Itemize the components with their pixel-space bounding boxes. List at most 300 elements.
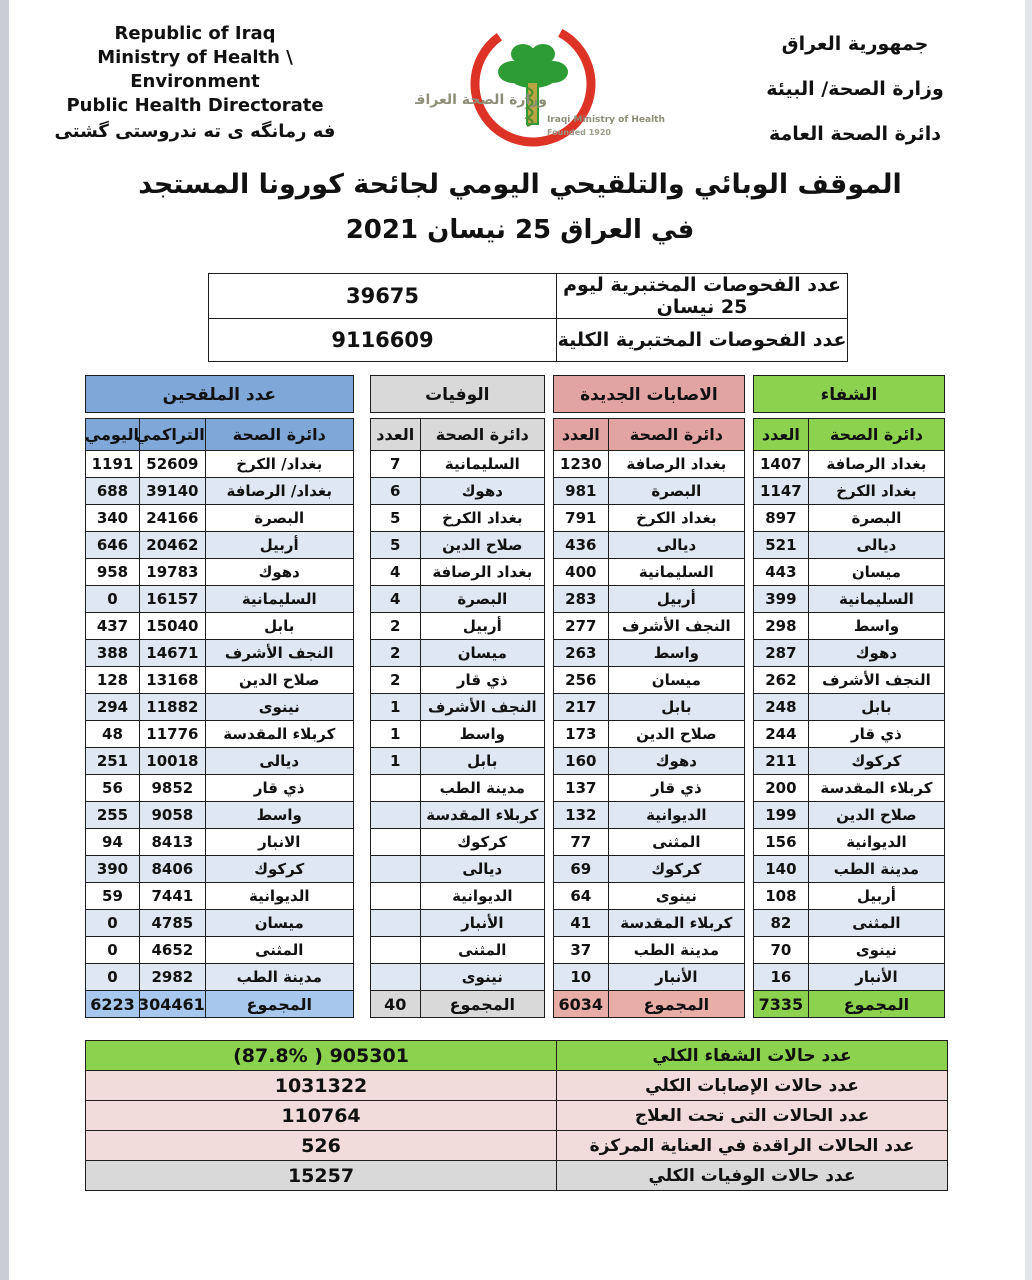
table-row xyxy=(553,910,744,937)
count-cell: 2 xyxy=(370,613,420,640)
table-row xyxy=(553,721,744,748)
count-cell: 200 xyxy=(753,775,808,802)
table-row xyxy=(553,829,744,856)
count-cell: 646 xyxy=(86,532,140,559)
table-row xyxy=(86,775,354,802)
table-row xyxy=(86,721,354,748)
count-cell: 283 xyxy=(553,586,608,613)
count-cell: 9058 xyxy=(139,802,205,829)
province-cell: أربيل xyxy=(608,586,744,613)
province-cell: كربلاء المقدسة xyxy=(420,802,544,829)
count-cell: 263 xyxy=(553,640,608,667)
table-row xyxy=(209,319,848,362)
count-cell: 248 xyxy=(753,694,808,721)
province-cell: دهوك xyxy=(808,640,944,667)
count-cell: 399 xyxy=(753,586,808,613)
table-row xyxy=(370,559,544,586)
province-cell: ذي قار xyxy=(205,775,353,802)
table-row xyxy=(86,964,354,991)
report-title-line1: الموقف الوبائي والتلقيحي اليومي لجائحة كورونا المستجد xyxy=(138,169,902,200)
province-cell: الأنبار xyxy=(608,964,744,991)
table-row xyxy=(370,937,544,964)
column-header-row xyxy=(86,419,354,451)
table-row xyxy=(753,829,944,856)
count-cell: 287 xyxy=(753,640,808,667)
count-cell: 981 xyxy=(553,478,608,505)
province-cell: واسط xyxy=(808,613,944,640)
count-cell: 4 xyxy=(370,586,420,613)
province-cell: واسط xyxy=(205,802,353,829)
count-cell: 0 xyxy=(86,964,140,991)
header-english-block xyxy=(30,14,360,157)
count-cell: 1 xyxy=(370,748,420,775)
table-row xyxy=(86,1131,948,1161)
province-cell: ديالى xyxy=(420,856,544,883)
province-cell: كركوك xyxy=(608,856,744,883)
count-cell: 2 xyxy=(370,667,420,694)
table-row xyxy=(370,478,544,505)
header-english-line: Public Health Directorate xyxy=(66,95,324,116)
count-cell: 69 xyxy=(553,856,608,883)
count-cell: 304461 xyxy=(139,991,205,1018)
count-cell: 958 xyxy=(86,559,140,586)
summary-label-cell: عدد حالات الشفاء الكلي xyxy=(557,1041,948,1071)
province-cell: ميسان xyxy=(205,910,353,937)
count-cell: 11776 xyxy=(139,721,205,748)
count-cell: 15040 xyxy=(139,613,205,640)
count-cell: 5 xyxy=(370,532,420,559)
total-row xyxy=(86,991,354,1018)
column-header-row xyxy=(553,419,744,451)
province-cell: الديوانية xyxy=(808,829,944,856)
logo-arabic-text: وزارة الصحة العراقية xyxy=(415,92,547,108)
table-row xyxy=(753,559,944,586)
table-row xyxy=(553,478,744,505)
province-cell: ديالى xyxy=(808,532,944,559)
province-cell: ديالى xyxy=(608,532,744,559)
count-cell: 6034 xyxy=(553,991,608,1018)
column-header-row xyxy=(370,419,544,451)
table-row xyxy=(370,829,544,856)
count-cell: 0 xyxy=(86,937,140,964)
table-row xyxy=(753,775,944,802)
table-row xyxy=(753,586,944,613)
province-cell: النجف الأشرف xyxy=(420,694,544,721)
province-cell: بغداد الرصافة xyxy=(808,451,944,478)
province-cell: بغداد/ الكرخ xyxy=(205,451,353,478)
province-cell: السليمانية xyxy=(420,451,544,478)
recovery-table xyxy=(753,375,945,1018)
count-cell: 217 xyxy=(553,694,608,721)
table-row xyxy=(209,274,848,319)
count-cell: 10 xyxy=(553,964,608,991)
header xyxy=(20,14,1020,157)
province-cell: كركوك xyxy=(205,856,353,883)
header-english-line: Ministry of Health \ Environment xyxy=(97,47,293,92)
province-cell: كربلاء المقدسة xyxy=(608,910,744,937)
count-cell: 436 xyxy=(553,532,608,559)
table-row xyxy=(553,694,744,721)
table-row xyxy=(753,532,944,559)
vaccinated-table-title: عدد الملقحين xyxy=(85,375,354,413)
province-cell: ميسان xyxy=(420,640,544,667)
photo-left-edge xyxy=(0,0,9,1280)
table-row xyxy=(553,883,744,910)
province-cell: أربيل xyxy=(808,883,944,910)
test-label-cell: عدد الفحوصات المختبرية ليوم 25 نيسان xyxy=(557,274,848,319)
table-row xyxy=(753,478,944,505)
count-cell: 1147 xyxy=(753,478,808,505)
count-cell: 160 xyxy=(553,748,608,775)
province-cell: النجف الأشرف xyxy=(608,613,744,640)
province-cell: السليمانية xyxy=(205,586,353,613)
province-cell: بغداد الرصافة xyxy=(608,451,744,478)
table-row xyxy=(86,451,354,478)
count-cell: 262 xyxy=(753,667,808,694)
table-row xyxy=(370,883,544,910)
province-cell: واسط xyxy=(608,640,744,667)
count-cell: 56 xyxy=(86,775,140,802)
province-cell: نينوى xyxy=(808,937,944,964)
count-cell: 2 xyxy=(370,640,420,667)
table-row xyxy=(370,532,544,559)
table-row xyxy=(753,856,944,883)
governorate-tables xyxy=(85,375,945,1018)
table-row xyxy=(753,451,944,478)
province-cell: صلاح الدين xyxy=(608,721,744,748)
table-row xyxy=(553,559,744,586)
count-cell: 16157 xyxy=(139,586,205,613)
province-cell: ذي قار xyxy=(808,721,944,748)
count-cell: 443 xyxy=(753,559,808,586)
province-cell: النجف الأشرف xyxy=(205,640,353,667)
table-row xyxy=(370,775,544,802)
column-header-row xyxy=(753,419,944,451)
table-row xyxy=(753,883,944,910)
count-cell: 1 xyxy=(370,721,420,748)
total-row xyxy=(753,991,944,1018)
table-row xyxy=(370,451,544,478)
table-row xyxy=(753,505,944,532)
new-infections-table-title: الاصابات الجديدة xyxy=(553,375,745,413)
table-row xyxy=(753,613,944,640)
province-cell: بغداد الكرخ xyxy=(420,505,544,532)
count-cell: 251 xyxy=(86,748,140,775)
table-row xyxy=(86,856,354,883)
province-cell: مدينة الطب xyxy=(608,937,744,964)
province-cell: دهوك xyxy=(608,748,744,775)
province-cell: بغداد الكرخ xyxy=(808,478,944,505)
count-cell: 255 xyxy=(86,802,140,829)
table-row xyxy=(553,856,744,883)
table-row xyxy=(86,748,354,775)
province-cell: بغداد/ الرصافة xyxy=(205,478,353,505)
count-cell: 9852 xyxy=(139,775,205,802)
count-cell: 64 xyxy=(553,883,608,910)
count-cell: 128 xyxy=(86,667,140,694)
count-cell: 13168 xyxy=(139,667,205,694)
table-row xyxy=(553,640,744,667)
count-cell: 340 xyxy=(86,505,140,532)
count-cell: 4785 xyxy=(139,910,205,937)
column-header: التراكمي xyxy=(139,419,205,451)
table-row xyxy=(370,586,544,613)
table-row xyxy=(370,613,544,640)
province-cell: بابل xyxy=(205,613,353,640)
column-header: دائرة الصحة xyxy=(808,419,944,451)
table-row xyxy=(553,667,744,694)
province-cell: المثنى xyxy=(420,937,544,964)
count-cell xyxy=(370,883,420,910)
province-cell: كربلاء المقدسة xyxy=(205,721,353,748)
table-row xyxy=(553,586,744,613)
count-cell: 388 xyxy=(86,640,140,667)
count-cell: 4 xyxy=(370,559,420,586)
column-header: دائرة الصحة xyxy=(205,419,353,451)
count-cell: 10018 xyxy=(139,748,205,775)
count-cell xyxy=(370,937,420,964)
count-cell xyxy=(370,964,420,991)
lab-tests-table xyxy=(208,273,848,362)
province-cell: الأنبار xyxy=(808,964,944,991)
count-cell: 256 xyxy=(553,667,608,694)
province-cell: المجموع xyxy=(608,991,744,1018)
count-cell: 2982 xyxy=(139,964,205,991)
province-cell: بابل xyxy=(608,694,744,721)
count-cell: 390 xyxy=(86,856,140,883)
table-row xyxy=(553,748,744,775)
table-row xyxy=(553,964,744,991)
province-cell: مدينة الطب xyxy=(420,775,544,802)
count-cell: 7335 xyxy=(753,991,808,1018)
table-row xyxy=(553,451,744,478)
table-row xyxy=(86,532,354,559)
province-cell: البصرة xyxy=(420,586,544,613)
province-cell: صلاح الدين xyxy=(205,667,353,694)
total-row xyxy=(553,991,744,1018)
province-cell: المثنى xyxy=(608,829,744,856)
table-row xyxy=(86,937,354,964)
count-cell xyxy=(370,775,420,802)
province-cell: ميسان xyxy=(808,559,944,586)
table-row xyxy=(553,937,744,964)
count-cell: 1230 xyxy=(553,451,608,478)
table-row xyxy=(553,505,744,532)
count-cell xyxy=(370,802,420,829)
table-row xyxy=(86,910,354,937)
count-cell: 59 xyxy=(86,883,140,910)
province-cell: دهوك xyxy=(420,478,544,505)
count-cell: 1 xyxy=(370,694,420,721)
summary-value-cell: 110764 xyxy=(86,1101,557,1131)
table-row xyxy=(553,532,744,559)
count-cell: 52609 xyxy=(139,451,205,478)
logo-founded-text: Founded 1920 xyxy=(547,128,611,137)
report-title xyxy=(80,162,960,252)
count-cell: 77 xyxy=(553,829,608,856)
province-cell: المثنى xyxy=(808,910,944,937)
count-cell: 5 xyxy=(370,505,420,532)
count-cell: 277 xyxy=(553,613,608,640)
province-cell: ديالى xyxy=(205,748,353,775)
count-cell: 48 xyxy=(86,721,140,748)
table-row xyxy=(86,694,354,721)
deaths-table xyxy=(370,375,545,1018)
table-row xyxy=(753,910,944,937)
count-cell: 4652 xyxy=(139,937,205,964)
table-row xyxy=(86,1041,948,1071)
summary-label-cell: عدد الحالات الراقدة في العناية المركزة xyxy=(557,1131,948,1161)
vaccinated-table xyxy=(85,375,354,1018)
province-cell: الديوانية xyxy=(608,802,744,829)
count-cell: 8406 xyxy=(139,856,205,883)
table-row xyxy=(753,748,944,775)
count-cell: 16 xyxy=(753,964,808,991)
province-cell: السليمانية xyxy=(608,559,744,586)
count-cell: 400 xyxy=(553,559,608,586)
table-row xyxy=(86,586,354,613)
table-row xyxy=(753,640,944,667)
count-cell: 791 xyxy=(553,505,608,532)
table-row xyxy=(86,559,354,586)
header-arabic-block xyxy=(705,14,1005,157)
column-header: اليومي xyxy=(86,419,140,451)
count-cell: 0 xyxy=(86,586,140,613)
summary-value-cell: 1031322 xyxy=(86,1071,557,1101)
table-row xyxy=(370,721,544,748)
count-cell: 132 xyxy=(553,802,608,829)
count-cell: 6 xyxy=(370,478,420,505)
province-cell: مدينة الطب xyxy=(808,856,944,883)
count-cell: 244 xyxy=(753,721,808,748)
count-cell: 40 xyxy=(370,991,420,1018)
table-row xyxy=(753,694,944,721)
province-cell: كربلاء المقدسة xyxy=(808,775,944,802)
table-row xyxy=(553,613,744,640)
header-arabic-line: دائرة الصحة العامة xyxy=(768,123,942,145)
photo-right-edge xyxy=(1025,0,1032,1280)
header-english-line: Republic of Iraq xyxy=(114,23,276,44)
table-row xyxy=(86,667,354,694)
column-header: دائرة الصحة xyxy=(420,419,544,451)
ministry-logo xyxy=(415,14,665,157)
table-row xyxy=(86,802,354,829)
table-row xyxy=(370,748,544,775)
column-header: العدد xyxy=(370,419,420,451)
count-cell: 294 xyxy=(86,694,140,721)
count-cell: 199 xyxy=(753,802,808,829)
province-cell: بابل xyxy=(420,748,544,775)
province-cell: صلاح الدين xyxy=(808,802,944,829)
table-row xyxy=(86,1101,948,1131)
province-cell: نينوى xyxy=(205,694,353,721)
province-cell: دهوك xyxy=(205,559,353,586)
count-cell: 11882 xyxy=(139,694,205,721)
province-cell: مدينة الطب xyxy=(205,964,353,991)
table-row xyxy=(86,883,354,910)
table-row xyxy=(370,505,544,532)
province-cell: صلاح الدين xyxy=(420,532,544,559)
table-row xyxy=(86,829,354,856)
province-cell: الأنبار xyxy=(420,910,544,937)
province-cell: الانبار xyxy=(205,829,353,856)
province-cell: ذي قار xyxy=(608,775,744,802)
test-label-cell: عدد الفحوصات المختبرية الكلية xyxy=(557,319,848,362)
table-row xyxy=(86,640,354,667)
province-cell: البصرة xyxy=(608,478,744,505)
count-cell: 6223 xyxy=(86,991,140,1018)
count-cell: 298 xyxy=(753,613,808,640)
province-cell: النجف الأشرف xyxy=(808,667,944,694)
province-cell: أربيل xyxy=(205,532,353,559)
count-cell: 20462 xyxy=(139,532,205,559)
count-cell: 82 xyxy=(753,910,808,937)
totals-summary-table xyxy=(85,1040,948,1191)
province-cell: بغداد الرصافة xyxy=(420,559,544,586)
count-cell: 521 xyxy=(753,532,808,559)
table-row xyxy=(370,964,544,991)
province-cell: بابل xyxy=(808,694,944,721)
count-cell: 94 xyxy=(86,829,140,856)
province-cell: المجموع xyxy=(205,991,353,1018)
table-row xyxy=(370,802,544,829)
province-cell: البصرة xyxy=(808,505,944,532)
ministry-logo-icon xyxy=(415,14,665,152)
table-row xyxy=(86,1161,948,1191)
province-cell: واسط xyxy=(420,721,544,748)
header-arabic-line: وزارة الصحة/ البيئة xyxy=(766,78,944,100)
province-cell: كركوك xyxy=(808,748,944,775)
table-row xyxy=(753,667,944,694)
recovery-table-title: الشفاء xyxy=(753,375,945,413)
count-cell: 897 xyxy=(753,505,808,532)
count-cell: 14671 xyxy=(139,640,205,667)
count-cell: 39140 xyxy=(139,478,205,505)
count-cell: 437 xyxy=(86,613,140,640)
count-cell xyxy=(370,829,420,856)
table-row xyxy=(553,775,744,802)
count-cell: 156 xyxy=(753,829,808,856)
table-row xyxy=(86,613,354,640)
test-value-cell: 39675 xyxy=(209,274,557,319)
deaths-table-title: الوفيات xyxy=(370,375,545,413)
province-cell: المجموع xyxy=(420,991,544,1018)
count-cell: 0 xyxy=(86,910,140,937)
count-cell: 8413 xyxy=(139,829,205,856)
province-cell: المجموع xyxy=(808,991,944,1018)
table-row xyxy=(753,964,944,991)
count-cell: 19783 xyxy=(139,559,205,586)
province-cell: المثنى xyxy=(205,937,353,964)
summary-value-cell: 526 xyxy=(86,1131,557,1161)
province-cell: نينوى xyxy=(420,964,544,991)
header-arabic-line: جمهورية العراق xyxy=(781,33,929,55)
logo-english-text: Iraqi Ministry of Health xyxy=(547,115,665,125)
province-cell: الديوانية xyxy=(205,883,353,910)
count-cell: 70 xyxy=(753,937,808,964)
count-cell: 140 xyxy=(753,856,808,883)
table-row xyxy=(370,667,544,694)
count-cell: 7441 xyxy=(139,883,205,910)
count-cell: 173 xyxy=(553,721,608,748)
count-cell: 688 xyxy=(86,478,140,505)
total-row xyxy=(370,991,544,1018)
province-cell: ميسان xyxy=(608,667,744,694)
table-row xyxy=(86,478,354,505)
column-header: العدد xyxy=(753,419,808,451)
province-cell: كركوك xyxy=(420,829,544,856)
table-row xyxy=(370,694,544,721)
